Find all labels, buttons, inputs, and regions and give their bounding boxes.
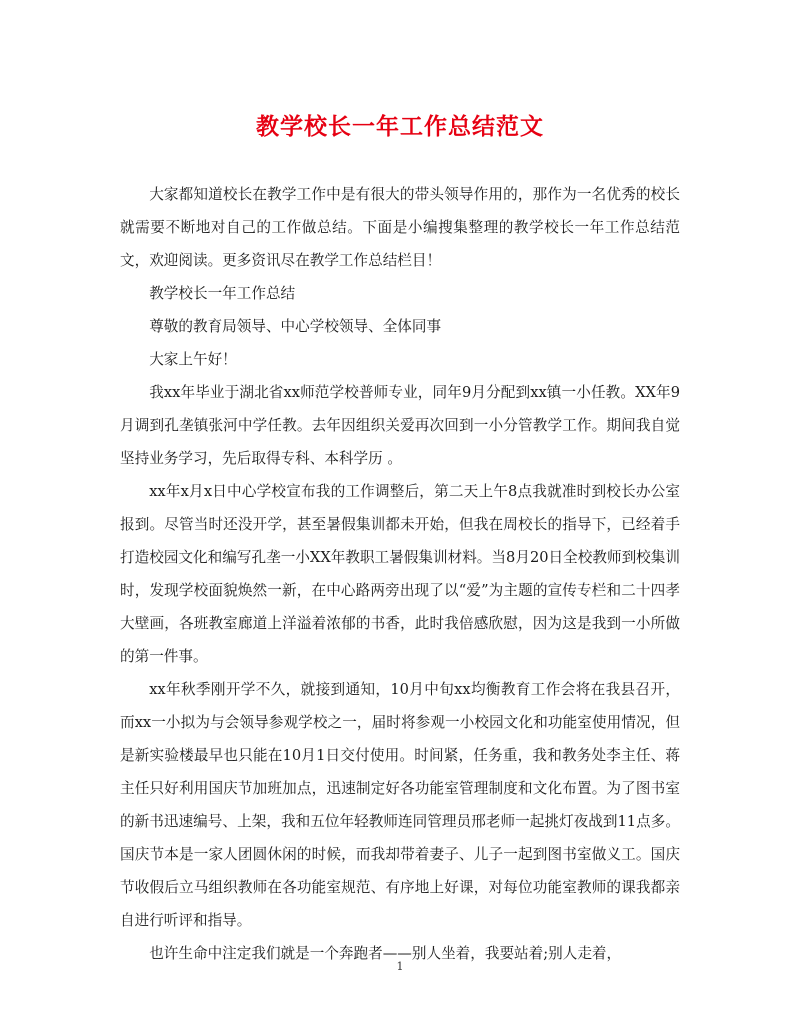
document-body bbox=[120, 178, 680, 970]
paragraph-salutation: 尊敬的教育局领导、中心学校领导、全体同事 bbox=[149, 318, 442, 335]
paragraph-greeting: 大家上午好！ bbox=[149, 351, 237, 368]
paragraph-balanced-education: xx年秋季刚开学不久，就接到通知，10月中旬xx均衡教育工作会将在我县召开，而xx一小拟为与会领导参观学校之一，届时将参观一小校园文化和功能室使用情况，但是新实验楼最早也只能在10月1日交付使用。时间紧，任务重，我和教务处李主任、蒋主任只好利用国庆节加班加点，迅速制定好各功能室管理制度和文化布置。为了图书室的新书迅速编号、上架，我和五位年轻教师连同管理员邢老师一起挑灯夜战到11点多。国庆节本是一家人团圆休闲的时候，而我却带着妻子、儿子一起到图书室做义工。国庆节收假后立马组织教师在各功能室规范、有序地上好课，对每位功能室教师的课我都亲自进行听评和指导。 bbox=[120, 681, 680, 929]
page-number: 1 bbox=[396, 960, 404, 973]
paragraph-background: 我xx年毕业于湖北省xx师范学校普师专业，同年9月分配到xx镇一小任教。XX年9月调到孔垄镇张河中学任教。去年因组织关爱再次回到一小分管教学工作。期间我自觉坚持业务学习，先后取得专科、本科学历 。 bbox=[120, 384, 680, 467]
paragraph-subtitle: 教学校长一年工作总结 bbox=[149, 285, 296, 302]
document-title: 教学校长一年工作总结范文 bbox=[256, 113, 544, 140]
paragraph-campus-culture: xx年x月x日中心学校宣布我的工作调整后，第二天上午8点我就准时到校长办公室报到。尽管当时还没开学，甚至暑假集训都未开始，但我在周校长的指导下，已经着手打造校园文化和编写孔垄一小XX年教职工暑假集训材料。当8月20日全校教师到校集训时，发现学校面貌焕然一新，在中心路两旁出现了以“爱”为主题的宣传专栏和二十四孝大壁画，各班教室廊道上洋溢着浓郁的书香，此时我倍感欣慰，因为这是我到一小所做的第一件事。 bbox=[120, 483, 680, 665]
paragraph-intro: 大家都知道校长在教学工作中是有很大的带头领导作用的，那作为一名优秀的校长就需要不断地对自己的工作做总结。下面是小编搜集整理的教学校长一年工作总结范文，欢迎阅读。更多资讯尽在教学工作总结栏目！ bbox=[120, 186, 680, 269]
paragraph-runner: 也许生命中注定我们就是一个奔跑者——别人坐着，我要站着;别人走着， bbox=[149, 945, 622, 962]
